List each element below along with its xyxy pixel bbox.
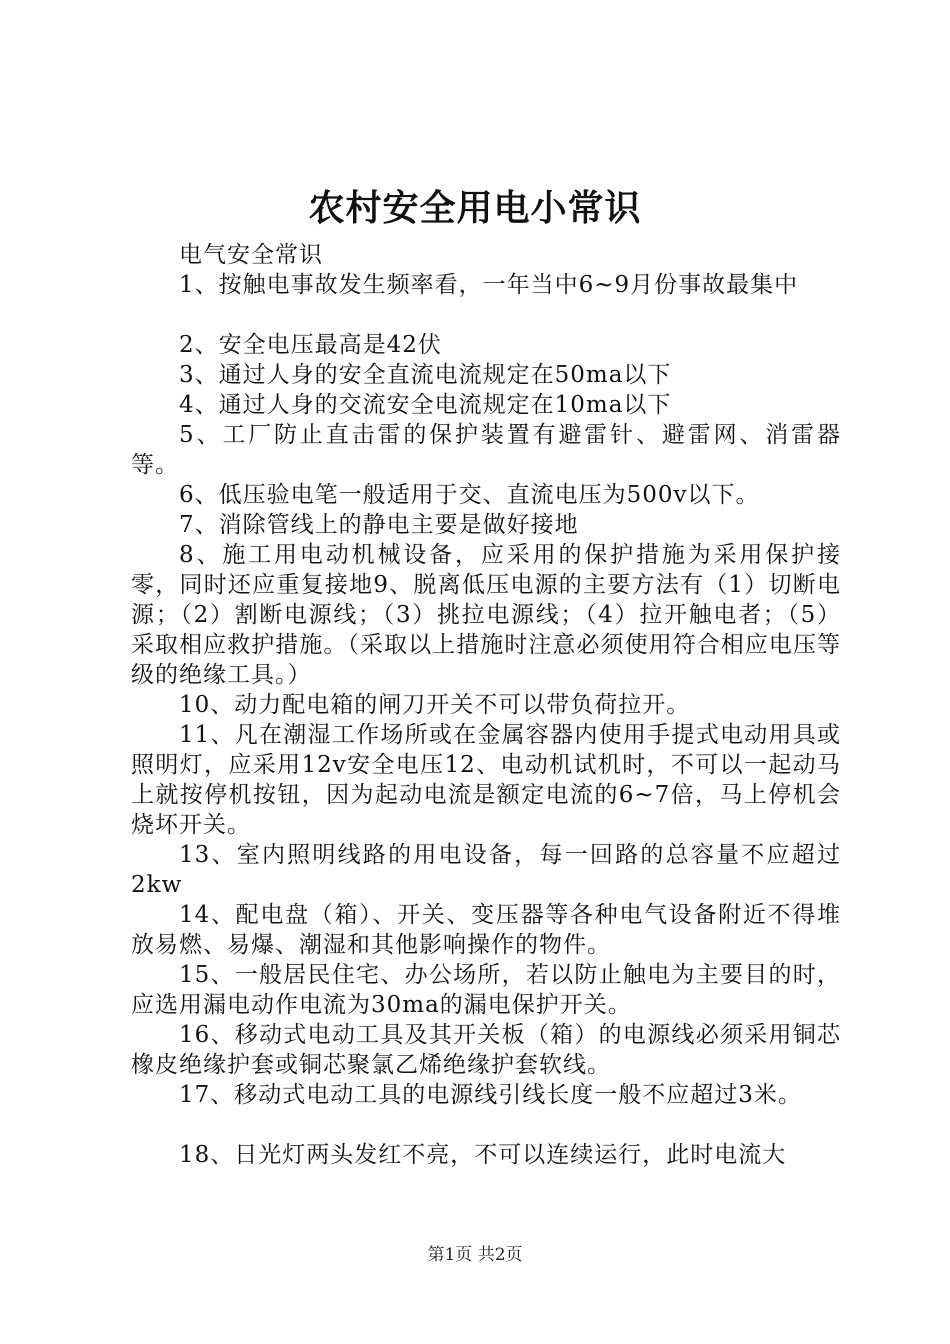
paragraph-17: 17、移动式电动工具的电源线引线长度一般不应超过3米。 <box>179 1082 802 1108</box>
paragraph-2: 2、安全电压最高是42伏 <box>179 332 442 358</box>
document-title: 农村安全用电小常识 <box>308 187 642 229</box>
paragraph-8-9: 8、施工用电动机械设备，应采用的保护措施为采用保护接零，同时还应重复接地9、脱离低压电源的主要方法有（1）切断电源；（2）割断电源线；（3）挑拉电源线；（4）拉开触电者；（5）采取相应救护措施。（采取以上措施时注意必须使用符合相应电压等级的绝缘工具。） <box>131 542 841 688</box>
page-number-footer: 第1页 共2页 <box>427 1245 523 1265</box>
paragraph-14: 14、配电盘（箱）、开关、变压器等各种电气设备附近不得堆放易燃、易爆、潮湿和其他影响操作的物件。 <box>131 902 841 958</box>
paragraph-7: 7、消除管线上的静电主要是做好接地 <box>179 512 579 538</box>
paragraph-4: 4、通过人身的交流安全电流规定在10ma以下 <box>179 392 672 418</box>
paragraph-5: 5、工厂防止直击雷的保护装置有避雷针、避雷网、消雷器等。 <box>131 422 841 478</box>
paragraph-16: 16、移动式电动工具及其开关板（箱）的电源线必须采用铜芯橡皮绝缘护套或铜芯聚氯乙烯绝缘护套软线。 <box>131 1022 841 1078</box>
paragraph-3: 3、通过人身的安全直流电流规定在50ma以下 <box>179 362 672 388</box>
paragraph-6: 6、低压验电笔一般适用于交、直流电压为500v以下。 <box>179 482 760 508</box>
paragraph-18: 18、日光灯两头发红不亮，不可以连续运行，此时电流大 <box>179 1142 787 1168</box>
document-body <box>131 240 841 1170</box>
paragraph-15: 15、一般居民住宅、办公场所，若以防止触电为主要目的时，应选用漏电动作电流为30ma的漏电保护开关。 <box>131 962 841 1018</box>
paragraph-1: 1、按触电事故发生频率看，一年当中6~9月份事故最集中 <box>179 272 799 298</box>
paragraph-13: 13、室内照明线路的用电设备，每一回路的总容量不应超过2kw <box>131 842 841 898</box>
paragraph-11-12: 11、凡在潮湿工作场所或在金属容器内使用手提式电动用具或照明灯，应采用12v安全电压12、电动机试机时，不可以一起动马上就按停机按钮，因为起动电流是额定电流的6~7倍，马上停机会烧坏开关。 <box>131 722 841 838</box>
paragraph-10: 10、动力配电箱的闸刀开关不可以带负荷拉开。 <box>179 692 691 718</box>
section-heading: 电气安全常识 <box>179 242 323 268</box>
